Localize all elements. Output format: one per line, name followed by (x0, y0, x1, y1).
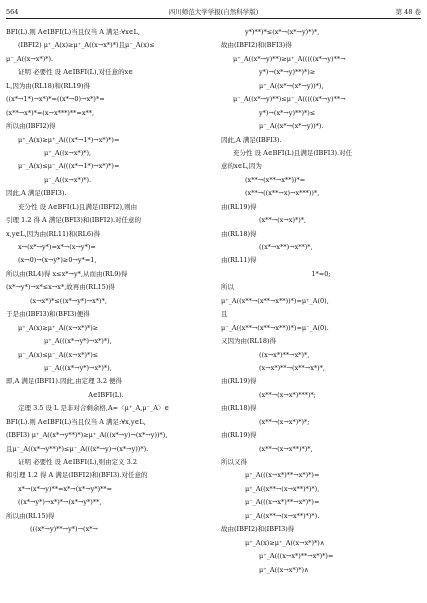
text-line: (x**→(x→x)*)*, (259, 216, 307, 225)
text-line: BFI(L).则 A∈IBFI(L)当且仅当 A 满足:∀x∈L, (6, 28, 140, 36)
text-line: 所以由(RL4)得 x≤x*→y*,从而由(RL9)得 (6, 269, 128, 278)
text-line: 意的x∈L,因为 (221, 162, 262, 171)
text-line: 证明 必要性 设 A∈IBFI(L),则由定义 3.2 (18, 458, 137, 466)
text-line: μ⁺_A((x*→y)**)≥μ⁺_A(((((x*→y)**→ (233, 54, 346, 63)
text-line: 又因为由(RL18)得 (221, 337, 277, 346)
text-line: 由(RL18)得 (221, 404, 257, 413)
text-line: 因此,A 满足(IBFI3). (6, 189, 67, 198)
text-line: μ⁺_A(x)≥μ⁺_A((x→x*)*)∧ (245, 538, 325, 547)
text-line: (x**→((x**→x)→x***))*, (245, 189, 320, 198)
text-line: A∈IBFI(L). (88, 390, 124, 399)
text-line: 由(RL11)得 (221, 256, 257, 265)
text-line: 由(RL19)得 (221, 202, 257, 211)
page-number: 564 (6, 8, 19, 16)
text-line: μ⁻_A((x→x*)*). (6, 54, 54, 63)
text-line: μ⁺_A(((x→x*)**→x*)*)= (245, 471, 320, 480)
text-line: 且 (221, 310, 228, 319)
text-line: 所以又得 (221, 458, 247, 466)
text-line: (x**→(x**→x**))*= (245, 175, 306, 184)
text-line: y*)→(x*→y)**)*)≥ (259, 68, 316, 77)
text-line: 即,A 满足(IBFI1).因此,由定理 3.2 便得 (6, 377, 123, 386)
text-line: BFI(L).则 A∈IBFI(L)当且仅当 A 满足:∀x,y∈L, (6, 417, 146, 426)
text-line: 且μ⁻_A((x*→y**)*)≤μ⁻_A(((x*→y)→(x*→y))*). (6, 444, 149, 453)
text-line: μ⁺_A((x→x*)*), (44, 148, 92, 157)
text-line: μ⁻_A(((x*→y*)→x*)*), (44, 363, 112, 372)
text-line: 故由(IBFI2)和(IBFI3)得 (221, 525, 295, 534)
text-line: μ⁻_A(x)≤μ⁻_A(((x*→1*)→x*)*)= (18, 162, 120, 171)
text-line: 引理 1.2 得 A 满足(BFI3)和(IBFI2).对任意的 (6, 216, 142, 225)
text-line: (x**→(x→x**)*)*, (259, 444, 313, 453)
text-line: (x**→x*)*=(x→x***)**=x**, (6, 108, 95, 117)
text-line: 所以由(RL15)得 (6, 511, 55, 520)
text-line: μ⁺_A((x**→(x**→x**))*)=μ⁺_A(0), (221, 296, 329, 305)
text-line: 因此,A 满足(IBFI3). (221, 135, 282, 144)
text-line: μ⁻_A((x→x*)*). (44, 175, 92, 184)
text-line: (x→0)→(x→y*)≥0→y*=1, (18, 256, 97, 265)
text-line: μ⁺_A(((x*→y*)→x*)*), (44, 337, 112, 346)
text-line: μ⁻_A((x**→(x→x**)*)*). (245, 511, 320, 520)
right-column (221, 26, 421, 577)
volume-label: 第 48 卷 (395, 8, 421, 16)
text-line: (x**→(x→x*)***)*; (259, 390, 316, 399)
text-line: 所以由(IBFI2)得 (6, 122, 56, 131)
text-line: μ⁻_A(x)≤μ⁻_A((x→x*)*)≤ (18, 350, 99, 359)
text-line: (IBFI3) μ⁺_A((x*→y**)*)≥μ⁺_A(((x*→y)→(x*→y))*), (6, 431, 168, 440)
text-line: μ⁻_A(((x→x*)**→x*)*)= (245, 498, 320, 507)
text-line: (x→x*)*≤((x*→y*)→x*)*, (30, 296, 107, 305)
journal-title: 四川师范大学学报(自然科学版) (168, 8, 259, 16)
text-line: 1*=0; (311, 269, 331, 278)
theorem-heading: 定理 3.5 设 L 是非对合剩余格,A=〈μ⁺_A,μ⁻_A〉∈ (18, 404, 170, 413)
text-line: 充分性 设 A∈BFI(L)且满足(IBFI3).对任 (233, 148, 353, 157)
text-line: ((x*→x**)→x**)*, (259, 243, 313, 251)
text-line: 于是由(IBFI3)和(BFI3)便得 (6, 310, 90, 319)
text-line: x→(x*→y*)=x*→(x→y*)= (18, 243, 96, 251)
text-line: x,y∈L,因为由(RL11)和(RL6)得 (6, 229, 101, 238)
text-line: μ⁺_A(x)≥μ⁺_A((x→x*)*)≥ (18, 323, 99, 332)
text-line: μ⁺_A((x*→(x*→y))*), (259, 81, 324, 90)
text-line: y*)→(x*→y)**)*)≤ (259, 108, 316, 117)
text-line: 由(RL19)得 (221, 377, 257, 386)
running-header (6, 6, 421, 19)
text-line: 由(RL19)得 (221, 431, 257, 440)
text-line: μ⁺_A(x)≥μ⁺_A(((x*→1*)→x*)*)= (18, 135, 120, 144)
text-line: L,因为由(RL18)和(RL19)得 (6, 81, 90, 90)
text-line: y*)**)*≤(x*→(x*→y)*)*, (245, 28, 320, 36)
text-line: (IBFI2) μ⁺_A(x)≥μ⁺_A((x→x*)*)且μ⁻_A(x)≤ (18, 41, 155, 50)
text-line: ((x→x*)**→x*)*, (259, 350, 310, 359)
text-line: μ⁻_A((x**→(x**→x**))*)=μ⁻_A(0). (221, 323, 329, 332)
text-line: (x*→y*)→x*≤x→x*,故再由(RL15)得 (6, 283, 115, 292)
text-line: 充分性 设 A∈BFI(L)且满足(IBFI2),则由 (18, 202, 138, 211)
text-line: μ⁺_A((x→x*)*)∧ (259, 565, 309, 574)
text-line: 所以 (221, 283, 234, 292)
text-line: μ⁺_A((x**→(x→x**)*)*), (245, 484, 320, 493)
text-line: μ⁻_A((x*→y)**)≤μ⁻_A(((((x*→y)**→ (233, 95, 346, 104)
text-line: 证明 必要性 设 A∈IBFI(L),对任意的x∈ (18, 68, 134, 77)
text-line: 和引理 1.2 得 A 满足(IBFI2)和(BFI3).对任意的 (6, 471, 148, 480)
text-line: μ⁻_A((x*→(x*→y))*). (259, 122, 324, 131)
text-line: ((x*→y*)→x*)*→(x*→y*)**, (18, 498, 102, 507)
text-line: 由(RL18)得 (221, 229, 257, 238)
text-line: (((x*→y)**→y*)→(x*→ (30, 525, 98, 534)
text-line: ((x*→1*)→x*)*=((x*→0)→x*)*= (6, 95, 105, 104)
text-line: 故由(IBFI2)和(BFI3)得 (221, 41, 292, 50)
text-line: x*→(x*→y)**=x*→(x*→y*)**= (18, 484, 113, 493)
text-line: (x→x*)**→(x**→x*)*, (259, 363, 325, 372)
text-line: (x**→(x→x*)*)*; (259, 417, 310, 426)
text-line: μ⁺_A(((x→x*)**→x*)*)= (259, 552, 334, 561)
left-column (6, 26, 206, 537)
